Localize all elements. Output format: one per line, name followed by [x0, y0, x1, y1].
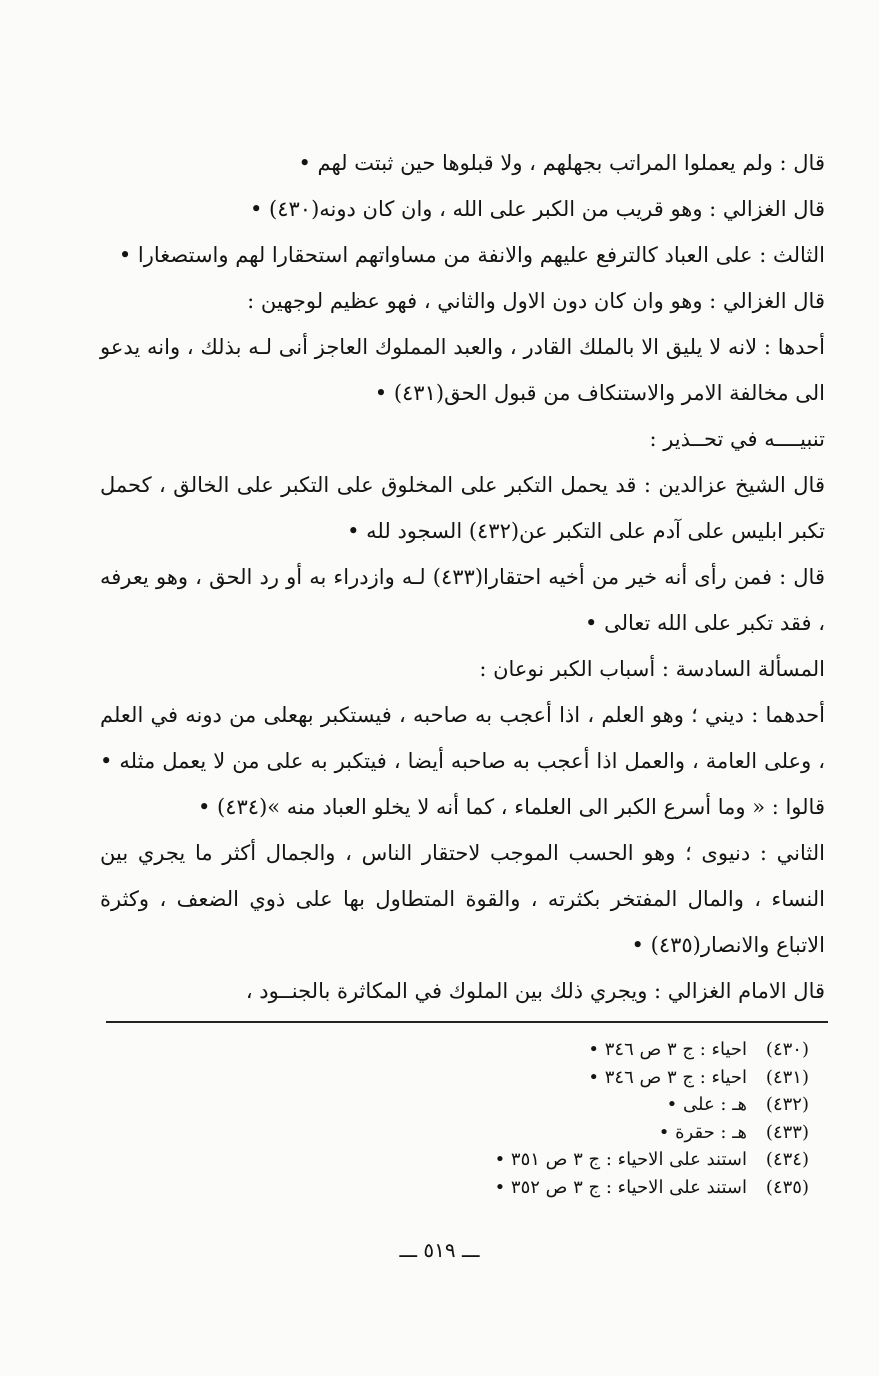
paragraph: قال الامام الغزالي : ويجري ذلك بين الملوك في المكاثرة بالجنــود ، [245, 979, 825, 1003]
paragraph: أحدها : لانه لا يليق الا بالملك القادر ، والعبد المملوك العاجز أنى لـه بذلك ، وانه يدعو الى مخالفة الامر والاستنكاف من قبول الحق(٤٣١) • [100, 335, 825, 405]
paragraph: الثاني : دنيوى ؛ وهو الحسب الموجب لاحتقار الناس ، والجمال أكثر ما يجري بين النساء ، والمال المفتخر بكثرته ، والقوة المتطاول بها على ذوي الضعف ، وكثرة الاتباع والانصار(٤٣٥) • [100, 841, 825, 957]
footnote-number: (٤٣٢) [765, 1094, 809, 1115]
section-heading: المسألة السادسة : أسباب الكبر نوعان : [479, 657, 825, 681]
footnote-number: (٤٣٠) [765, 1039, 809, 1060]
footnote [309, 1091, 809, 1119]
paragraph: قال الشيخ عزالدين : قد يحمل التكبر على المخلوق على التكبر على الخالق ، كحمل تكبر ابليس على آدم على التكبر عن(٤٣٢) السجود لله • [100, 473, 825, 543]
paragraph: قال : ولم يعملوا المراتب بجهلهم ، ولا قبلوها حين ثبتت لهم • [298, 151, 825, 175]
footnote-text: هـ : على • [666, 1094, 747, 1115]
footnote-divider [106, 1021, 828, 1023]
footnote-number: (٤٣٥) [765, 1176, 809, 1198]
footnote-text: هـ : حقرة • [658, 1121, 747, 1143]
footnote-number: (٤٣٣) [765, 1121, 809, 1143]
paragraph: الثالث : على العباد كالترفع عليهم والانفة من مساواتهم استحقارا لهم واستصغارا • [118, 243, 825, 267]
section-heading: تنبيــــه في تحــذير : [649, 427, 825, 451]
footnote [309, 1064, 809, 1092]
main-text [100, 140, 825, 1014]
footnotes [309, 1036, 809, 1201]
page-number: ـــ ٥١٩ ـــ [399, 1238, 480, 1262]
footnote-text: استند على الاحياء : ج ٣ ص ٣٥١ • [494, 1149, 747, 1170]
footnote [309, 1119, 809, 1147]
footnote-text: استند على الاحياء : ج ٣ ص ٣٥٢ • [494, 1176, 747, 1198]
footnote [309, 1174, 809, 1202]
paragraph: قال : فمن رأى أنه خير من أخيه احتقارا(٤٣٣) لـه وازدراء به أو رد الحق ، وهو يعرفه ، فقد تكبر على الله تعالى • [100, 565, 825, 635]
footnote [309, 1036, 809, 1064]
paragraph: أحدهما : ديني ؛ وهو العلم ، اذا أعجب به صاحبه ، فيستكبر بهعلى من دونه في العلم ، وعلى العامة ، والعمل اذا أعجب به صاحبه أيضا ، فيتكبر به على من لا يعمل مثله • قالوا : « وما أسرع الكبر الى العلماء ، كما أنه لا يخلو العباد منه »(٤٣٤) • [100, 703, 825, 819]
footnote-text: احياء : ج ٣ ص ٣٤٦ • [588, 1039, 747, 1060]
paragraph: قال الغزالي : وهو قريب من الكبر على الله ، وان كان دونه(٤٣٠) • [249, 197, 825, 221]
footnote-text: احياء : ج ٣ ص ٣٤٦ • [588, 1066, 747, 1088]
paragraph: قال الغزالي : وهو وان كان دون الاول والثاني ، فهو عظيم لوجهين : [247, 289, 825, 313]
footnote [309, 1146, 809, 1174]
footnote-number: (٤٣١) [765, 1066, 809, 1088]
footnote-number: (٤٣٤) [765, 1149, 809, 1170]
